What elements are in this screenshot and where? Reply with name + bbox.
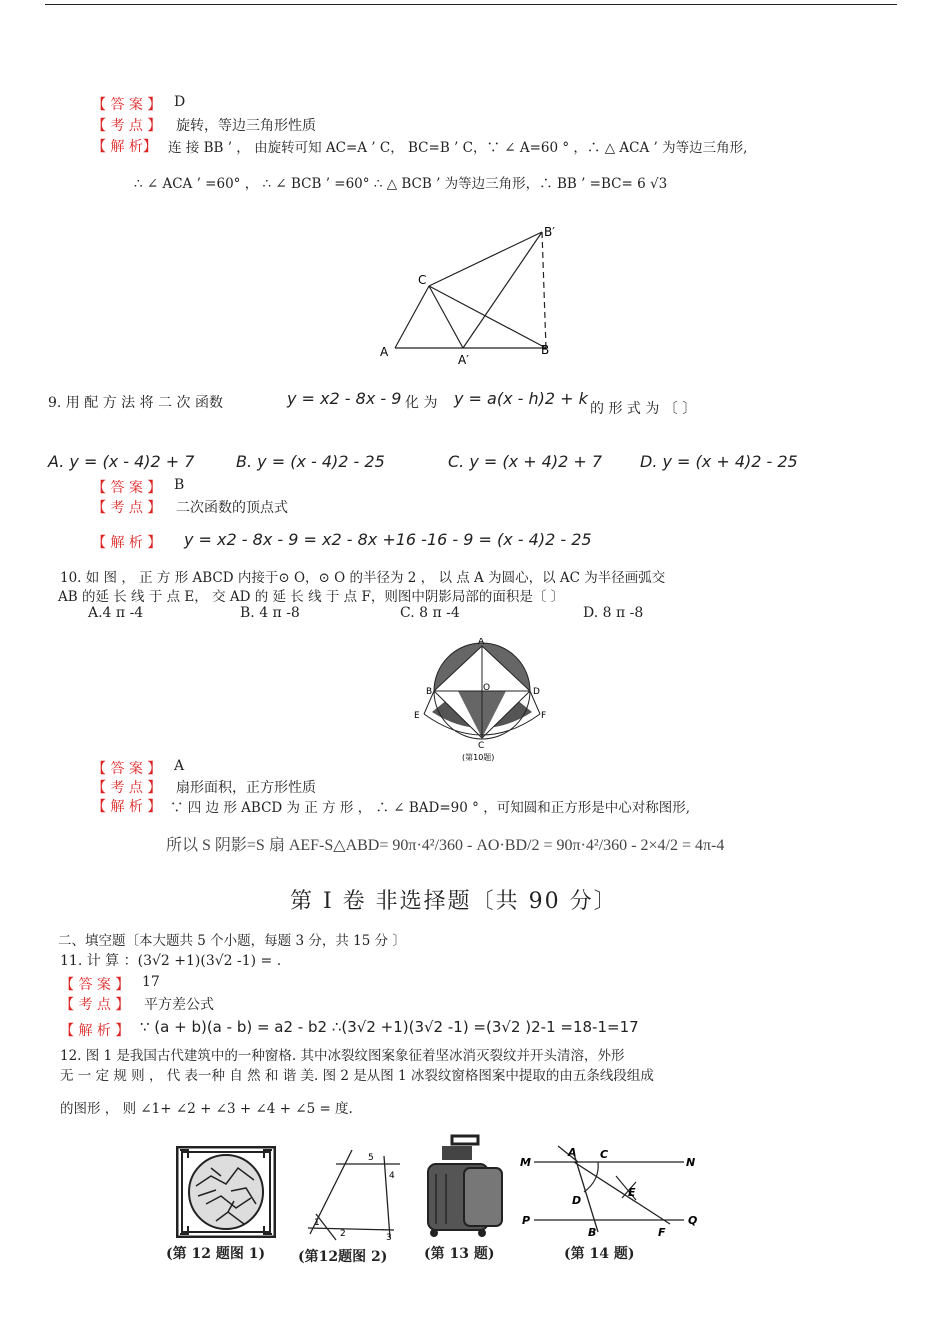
q8-label-B2: B′ (544, 225, 555, 239)
q12-stem-2: 无 一 定 规 则 ， 代 表一种 自 然 和 谐 美. 图 2 是从图 1 冰裂纹窗格图案中提取的由五条线段组成 (60, 1068, 654, 1084)
q10-answer: A (174, 758, 185, 774)
q11-sol: ∵ (a + b)(a - b) = a2 - b2 ∴(3√2 +1)(3√2 -1) =(3√2 )2-1 =18-1=17 (140, 1018, 639, 1036)
q14-label-D: D (572, 1194, 582, 1207)
q10-label-F: F (541, 711, 547, 721)
q10-option-B: B. 4 π -8 (240, 605, 300, 621)
q9-stem-formula1: y = x2 - 8x - 9 (287, 389, 402, 408)
q10-sol-2: 所以 S 阴影=S 扇 AEF-S△ABD= 90π·4²/360 - AO·BD/2 = 90π·4²/360 - 2×4/2 = 4π-4 (166, 837, 725, 854)
q14-label-A: A (568, 1146, 577, 1159)
q12-angle-1: 1 (314, 1218, 320, 1228)
q14-label-B: B (588, 1226, 597, 1239)
q10-sol-label: 【 解 析 】 (92, 799, 162, 815)
q10-label-A: A (478, 638, 485, 647)
q14-label-E: E (628, 1186, 636, 1199)
q9-kp: 二次函数的顶点式 (176, 500, 288, 516)
q10-kp-label: 【 考 点 】 (92, 780, 162, 796)
q8-label-B: B (541, 343, 550, 357)
q8-sol-line1: 连 接 BB ’ ， 由旋转可知 AC=A ’ C， BC=B ’ C，∵ ∠ A=60 ° ，∴ △ ACA ’ 为等边三角形, (168, 140, 748, 156)
q8-figure (376, 222, 566, 368)
q9-option-D: D. y = (x + 4)2 - 25 (640, 452, 798, 471)
q12-stem-1: 12. 图 1 是我国古代建筑中的一种窗格. 其中冰裂纹图案象征着坚冰消灭裂纹并开头清溶，外形 (60, 1048, 625, 1064)
q12-stem-3: 的图形 ， 则 ∠1+ ∠2 + ∠3 + ∠4 + ∠5 = 度. (60, 1101, 353, 1117)
q10-label-E: E (414, 711, 420, 721)
q9-stem-formula2: y = a(x - h)2 + k (454, 389, 588, 408)
q8-label-C: C (418, 273, 427, 287)
q14-label-F: F (658, 1226, 666, 1239)
q10-label-C: C (478, 741, 485, 751)
q10-label-D: D (533, 687, 540, 697)
q12-angle-4: 4 (389, 1171, 395, 1181)
q8-label-A2: A′ (458, 353, 469, 367)
q13-luggage (424, 1134, 506, 1238)
q12-fig1-window (176, 1146, 276, 1238)
q9-kp-label: 【 考 点 】 (92, 500, 162, 516)
caption-fig14: (第 14 题) (564, 1246, 635, 1262)
q12-fig2 (296, 1148, 406, 1244)
q14-label-P: P (522, 1214, 531, 1227)
q8-label-A: A (380, 345, 389, 359)
q10-answer-label: 【 答 案 】 (92, 761, 162, 777)
q11-stem: 11. 计 算 ：(3√2 +1)(3√2 -1) = . (60, 953, 282, 969)
q8-answer-label: 【 答 案 】 (92, 97, 162, 113)
q11-kp-label: 【 考 点 】 (60, 997, 130, 1013)
q10-sol-1: ∵ 四 边 形 ABCD 为 正 方 形 ， ∴ ∠ BAD=90 ° ，可知圆和正方形是中心对称图形, (170, 800, 690, 816)
q14-figure (518, 1140, 702, 1240)
q8-kp-label: 【 考 点 】 (92, 118, 162, 134)
q12-angle-3: 3 (386, 1233, 392, 1243)
q9-option-A: A. y = (x - 4)2 + 7 (48, 452, 195, 471)
q8-sol-label: 【 解 析】 (92, 139, 157, 155)
q9-stem-b: 化 为 (405, 395, 438, 411)
q10-option-D: D. 8 π -8 (583, 605, 644, 621)
q12-angle-5: 5 (368, 1153, 374, 1163)
q8-answer: D (174, 94, 186, 110)
q10-caption: (第10题) (462, 753, 495, 762)
q10-option-C: C. 8 π -4 (400, 605, 460, 621)
q9-answer: B (174, 477, 185, 493)
header-rule (45, 4, 897, 5)
q9-option-B: B. y = (x - 4)2 - 25 (236, 452, 385, 471)
q10-kp: 扇形面积，正方形性质 (176, 780, 316, 796)
q10-option-A: A.4 π -4 (88, 605, 144, 621)
q11-answer: 17 (142, 974, 160, 990)
q12-angle-2: 2 (340, 1229, 346, 1239)
q9-option-C: C. y = (x + 4)2 + 7 (448, 452, 603, 471)
q9-stem-a: 9. 用 配 方 法 将 二 次 函数 (48, 395, 223, 411)
section-title: 第 I 卷 非选择题〔共 90 分〕 (290, 889, 618, 914)
q9-sol-label: 【 解 析 】 (92, 535, 162, 551)
q14-label-C: C (600, 1148, 609, 1161)
q8-sol-line2: ∴ ∠ ACA ’ =60° ， ∴ ∠ BCB ’ =60° ∴ △ BCB ’ 为等边三角形，∴ BB ’ =BC= 6 √3 (134, 176, 668, 192)
q14-label-Q: Q (688, 1214, 698, 1227)
q14-label-N: N (686, 1156, 696, 1169)
q10-figure (410, 638, 558, 766)
caption-fig12-1: (第 12 题图 1) (166, 1246, 266, 1262)
q11-sol-label: 【 解 析 】 (60, 1023, 130, 1039)
q11-answer-label: 【 答 案 】 (60, 977, 130, 993)
q8-kp: 旋转，等边三角形性质 (176, 118, 316, 134)
q11-kp: 平方差公式 (144, 997, 214, 1013)
caption-fig12-2: (第12题图 2) (298, 1249, 388, 1265)
part2-heading: 二、填空题〔本大题共 5 个小题，每题 3 分，共 15 分 〕 (58, 933, 406, 949)
q14-label-M: M (520, 1156, 531, 1169)
q9-stem-c: 的 形 式 为 〔 〕 (590, 401, 697, 417)
q10-stem-2: AB 的延 长 线 于 点 E， 交 AD 的 延 长 线 于 点 F，则图中阴影局部的面积是〔 〕 (58, 589, 565, 605)
q10-stem-1: 10. 如 图 ， 正 方 形 ABCD 内接于⊙ O，⊙ O 的半径为 2 ， 以 点 A 为圆心，以 AC 为半径画弧交 (60, 570, 666, 586)
q9-sol: y = x2 - 8x - 9 = x2 - 8x +16 -16 - 9 = (x - 4)2 - 25 (184, 530, 592, 549)
q10-label-B: B (426, 687, 433, 697)
caption-fig13: (第 13 题) (424, 1246, 495, 1262)
q9-answer-label: 【 答 案 】 (92, 480, 162, 496)
q10-label-O: O (483, 683, 491, 693)
